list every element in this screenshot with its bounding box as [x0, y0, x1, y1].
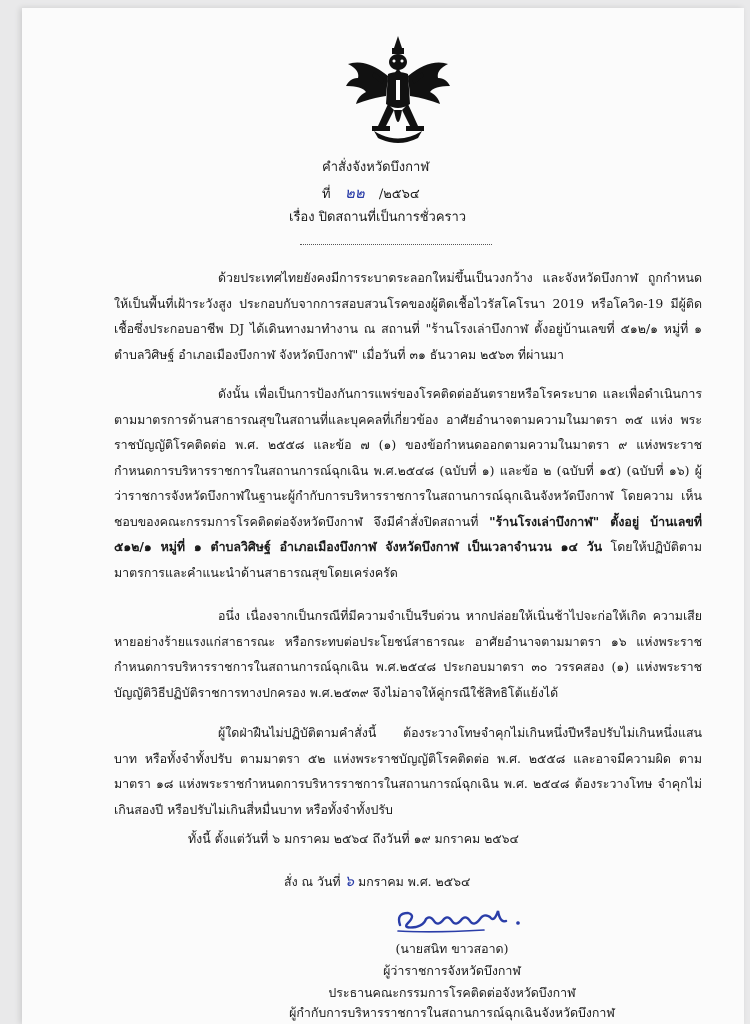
paragraph-2-part-a: ดังนั้น เพื่อเป็นการป้องกันการแพร่ของโรคติดต่ออันตรายหรือโรคระบาด และเพื่อดำเนินการ ตามมาตรการด้านสาธารณสุขในสถานที่และบุคคลที่เกี่ยวข้อง อาศัยอำนาจตามความในมาตรา ๓๕ แห่ง พระราชบัญญัติโรคติดต่อ พ.ศ. ๒๕๕๘ และข้อ ๗ (๑) ของข้อกำหนดออกตามความในมาตรา ๙ แห่งพระราช กำหนดการบริหารราชการในสถานการณ์ฉุกเฉิน พ.ศ.๒๕๔๘ (ฉบับที่ ๑) และข้อ ๒ (ฉบับที่ ๑๕) (ฉบับที่ ๑๖) ผู้ว่าราชการจังหวัดบึงกาฬในฐานะผู้กำกับการบริหารราชการในสถานการณ์ฉุกเฉินจังหวัดบึงกาฬ โดยความ เห็นชอบของคณะกรรมการโรคติดต่อจังหวัดบึงกาฬ จึงมีคำสั่งปิดสถานที่ — [114, 386, 702, 529]
ordered-date-suffix: มกราคม พ.ศ. ๒๕๖๔ — [358, 874, 471, 889]
ordered-day-handwritten: ๖ — [344, 872, 355, 890]
paragraph-3-text: อนึ่ง เนื่องจากเป็นกรณีที่มีความจำเป็นรีบด่วน หากปล่อยให้เนิ่นช้าไปจะก่อให้เกิด ความเสียหายอย่างร้ายแรงแก่สาธารณะ หรือกระทบต่อประโยชน์สาธารณะ อาศัยอำนาจตามมาตรา ๑๖ แห่งพระราชกำหนดการบริหารราชการในสถานการณ์ฉุกเฉิน พ.ศ.๒๕๔๘ ประกอบมาตรา ๓๐ วรรคสอง (๑) แห่งพระราชบัญญัติวิธีปฏิบัติราชการทางปกครอง พ.ศ.๒๕๓๙ จึงไม่อาจให้คู่กรณีใช้สิทธิโต้แย้งได้ — [114, 608, 702, 700]
paragraph-2-text — [114, 381, 702, 585]
paragraph-2-bold: "ร้านโรงเล่าบึงกาฬ" ตั้งอยู่ บ้านเลขที่ ๕๑๒/๑ หมู่ที่ ๑ ตำบลวิศิษฐ์ อำเภอเมืองบึงกาฬ จังหวัดบึงกาฬ เป็นเวลาจำนวน ๑๔ วัน — [114, 513, 702, 554]
paragraph-3 — [114, 603, 702, 705]
signer-position-3: ผู้กำกับการบริหารราชการในสถานการณ์ฉุกเฉินจังหวัดบึงกาฬ — [289, 1005, 615, 1020]
effective-dates: ทั้งนี้ ตั้งแต่วันที่ ๖ มกราคม ๒๕๖๔ ถึงวันที่ ๑๙ มกราคม ๒๕๖๔ — [188, 831, 519, 846]
garuda-emblem — [344, 34, 452, 146]
order-title: คำสั่งจังหวัดบึงกาฬ — [322, 160, 430, 175]
paragraph-4-text: ผู้ใดฝ่าฝืนไม่ปฏิบัติตามคำสั่งนี้ ต้องระวางโทษจำคุกไม่เกินหนึ่งปีหรือปรับไม่เกินหนึ่งแสนบาท หรือทั้งจำทั้งปรับ ตามมาตรา ๕๒ แห่งพระราชบัญญัติโรคติดต่อ พ.ศ. ๒๕๕๘ และอาจมีความผิด ตามมาตรา ๑๘ แห่งพระราชกำหนดการบริหารราชการในสถานการณ์ฉุกเฉิน พ.ศ. ๒๕๔๘ ต้องระวางโทษ จำคุกไม่เกินสองปี หรือปรับไม่เกินสี่หมื่นบาท หรือทั้งจำทั้งปรับ — [114, 725, 702, 817]
document-page — [22, 8, 744, 1024]
order-number — [322, 185, 420, 203]
signature-image — [394, 903, 534, 937]
signer-position-2: ประธานคณะกรรมการโรคติดต่อจังหวัดบึงกาฬ — [328, 985, 576, 1000]
order-number-handwritten: ๒๒ — [344, 184, 365, 202]
paragraph-4 — [114, 720, 702, 822]
divider-dots — [300, 244, 492, 245]
paragraph-2 — [114, 381, 702, 585]
order-number-prefix: ที่ — [322, 187, 331, 202]
paragraph-1-text: ด้วยประเทศไทยยังคงมีการระบาดระลอกใหม่ขึ้นเป็นวงกว้าง และจังหวัดบึงกาฬ ถูกกำหนดให้เป็นพื้นที่เฝ้าระวังสูง ประกอบกับจากการสอบสวนโรคของผู้ติดเชื้อไวรัสโคโรนา 2019 หรือโควิด-19 มีผู้ติดเชื้อซึ่งประกอบอาชีพ DJ ได้เดินทางมาทำงาน ณ สถานที่ "ร้านโรงเล่าบึงกาฬ ตั้งอยู่บ้านเลขที่ ๕๑๒/๑ หมู่ที่ ๑ ตำบลวิศิษฐ์ อำเภอเมืองบึงกาฬ จังหวัดบึงกาฬ" เมื่อวันที่ ๓๑ ธันวาคม ๒๕๖๓ ที่ผ่านมา — [114, 270, 702, 362]
order-number-suffix: /๒๕๖๔ — [378, 187, 420, 202]
ordered-date-prefix: สั่ง ณ วันที่ — [284, 874, 341, 889]
paragraph-2-part-b: โดยให้ปฏิบัติตามมาตรการและคำแนะนำด้านสาธารณสุขโดยเคร่งครัด — [114, 539, 702, 580]
ordered-date — [284, 869, 470, 893]
signer-position-1: ผู้ว่าราชการจังหวัดบึงกาฬ — [383, 963, 521, 978]
paragraph-1 — [114, 265, 702, 367]
subject-line: เรื่อง ปิดสถานที่เป็นการชั่วคราว — [289, 210, 467, 225]
signer-name: (นายสนิท ขาวสอาด) — [395, 941, 509, 956]
